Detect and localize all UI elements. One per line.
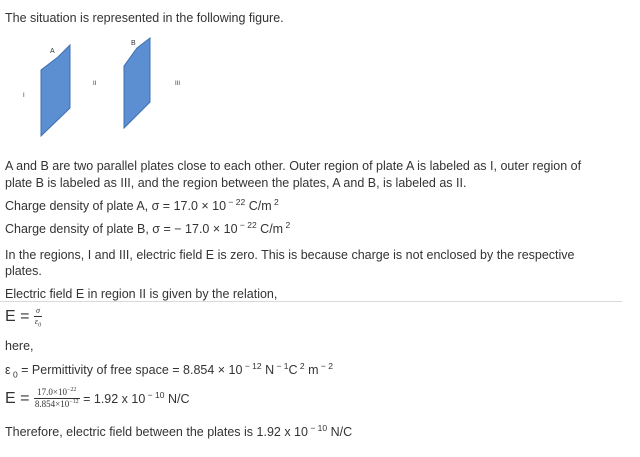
plate-b xyxy=(124,38,150,128)
field-relation-text: Electric field E in region II is given by the relation, xyxy=(5,287,278,301)
calculation-fraction: $\frac{17.0\times 10^{-22}}{8.854\times 10^{-12}}$ xyxy=(34,387,79,410)
equation-field: E = $\frac{\sigma}{\varepsilon_0}$ xyxy=(5,306,42,329)
plate-a-label: A xyxy=(50,48,55,55)
description-line-1: A and B are two parallel plates close to each other. Outer region of plate A is labeled as I, outer region of xyxy=(5,159,582,173)
regions-line-1: In the regions, I and III, electric field E is zero. This is because charge is not enclosed by the respective xyxy=(5,248,575,262)
equation-calculation: E = $\frac{17.0\times 10^{-22}}{8.854\times 10^{-12}}$ = 1.92 x 10 $^{- 10}$ N/C xyxy=(5,387,190,410)
parallel-plates-figure xyxy=(0,36,220,146)
plate-b-label: B xyxy=(131,40,136,47)
permittivity-line: ε $_0$ = Permittivity of free space = 8.854 × 10 $^{- 12}$ N $^{- 1}$C $^2$ m $^{- 2}$ xyxy=(5,360,333,380)
regions-line-2: plates. xyxy=(5,264,42,278)
divider xyxy=(0,301,622,302)
conclusion-text: Therefore, electric field between the plates is 1.92 x 10 $^{- 10}$ N/C xyxy=(5,422,353,439)
charge-density-a: Charge density of plate A, σ = 17.0 × 10 $^{- 22}$ C/m $^2$ xyxy=(5,196,279,213)
description-line-2: plate B is labeled as III, and the region between the plates, A and B, is labeled as II. xyxy=(5,176,467,190)
charge-density-b: Charge density of plate B, σ = − 17.0 × 10 $^{- 22}$ C/m $^2$ xyxy=(5,219,291,236)
region-1-label: I xyxy=(23,93,25,99)
here-label: here, xyxy=(5,339,34,353)
region-2-label: II xyxy=(93,81,97,87)
intro-text: The situation is represented in the following figure. xyxy=(5,11,284,25)
plate-a xyxy=(41,45,70,136)
sigma-over-epsilon-fraction: $\frac{\sigma}{\varepsilon_0}$ xyxy=(34,306,42,329)
region-3-label: III xyxy=(175,81,181,87)
